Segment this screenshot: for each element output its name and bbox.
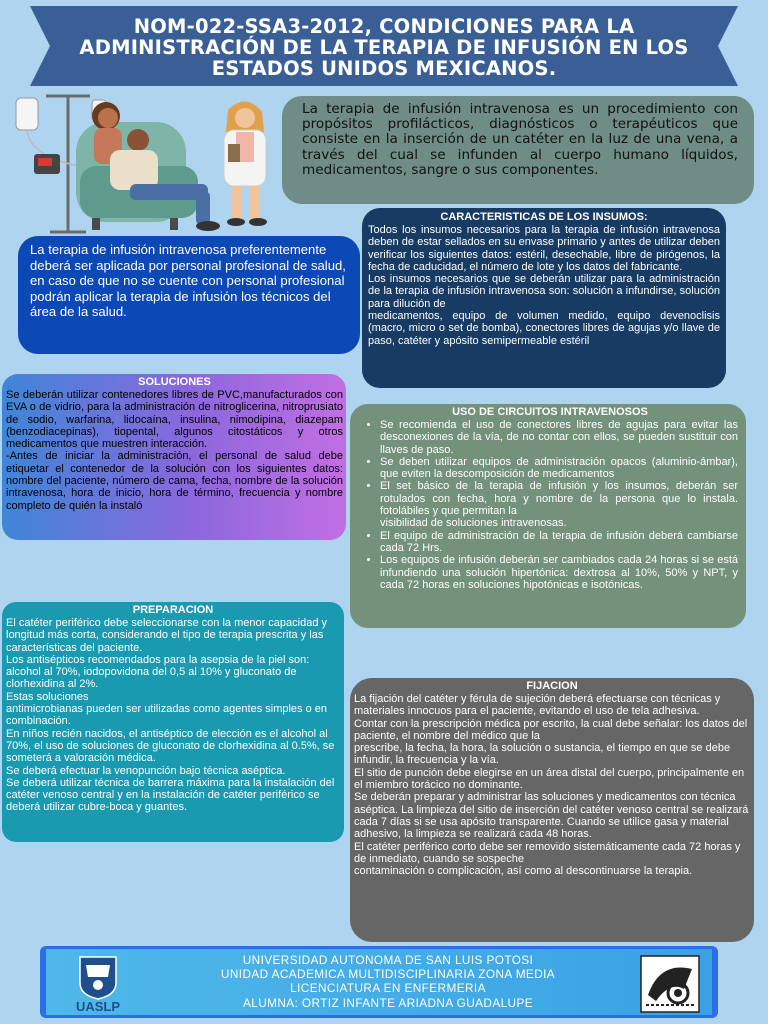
preparacion-box xyxy=(2,602,344,842)
fijacion-paragraph: La fijación del catéter y férula de sujeción deberá efectuarse con técnicas y materiales innocuos para el paciente, evitando el uso de tela adhesiva. xyxy=(354,693,721,718)
footer-university: UNIVERSIDAD AUTONOMA DE SAN LUIS POTOSI xyxy=(242,953,534,967)
preparacion-paragraph: Los antisépticos recomendados para la asepsia de la piel son: alcohol al 70%, iodopovidona del 0,5 al 10% y gluconato de clorhexidina al 2%. xyxy=(6,653,310,691)
footer-student: ALUMNA: ORTIZ INFANTE ARIADNA GUADALUPE xyxy=(242,995,534,1010)
doctor-figure xyxy=(224,101,267,226)
circuitos-heading: USO DE CIRCUITOS INTRAVENOSOS xyxy=(452,406,648,418)
footer xyxy=(40,946,718,1018)
footer-unit: UNIDAD ACADEMICA MULTIDISCIPLINARIA ZONA MEDIA xyxy=(220,967,556,982)
title-banner xyxy=(30,6,738,86)
circuitos-list xyxy=(362,419,738,591)
preparacion-paragraph: Se deberá utilizar técnica de barrera máxima para la instalación del catéter venoso central y en la instalación de catéter periférico se deberá utilizar cubre-boca y guantes. xyxy=(6,776,335,814)
personal-text: La terapia de infusión intravenosa preferentemente deberá ser aplicada por personal profesional de salud, en caso de que no se cuente con personal profesional podrán aplicar la terapia de infusión los técnicos del área de la salud. xyxy=(30,242,346,320)
patient-infusion-illustration xyxy=(10,92,280,234)
preparacion-paragraph: Se deberá efectuar la venopunción bajo técnica aséptica. xyxy=(6,764,286,777)
insumos-heading: CARACTERISTICAS DE LOS INSUMOS: xyxy=(440,211,648,223)
fijacion-paragraph: prescribe, la fecha, la hora, la solución o sustancia, el tiempo en que se debe infundir, la frecuencia y la vía. xyxy=(354,742,731,767)
preparacion-paragraph: antimicrobianas pueden ser utilizadas como agentes simples o en combinación. xyxy=(6,703,328,728)
preparacion-paragraph: El catéter periférico debe seleccionarse con la menor capacidad y longitud más corta, considerando el tipo de terapia prescrita y las características del paciente. xyxy=(6,617,328,654)
preparacion-paragraph: En niños recién nacidos, el antiséptico de elección es el alcohol al 70%, el uso de soluciones de gluconato de clorhexidina al 0.5%, se someterá a valoración médica. xyxy=(6,727,335,765)
soluciones-heading: SOLUCIONES xyxy=(138,376,211,388)
uaslp-logo-icon xyxy=(58,953,138,1013)
fijacion-paragraph: Contar con la prescripción médica por escrito, la cual debe señalar: los datos del paciente, el nombre del médico que la xyxy=(354,717,748,742)
fijacion-heading: FIJACION xyxy=(526,680,578,692)
footer-degree: LICENCIATURA EN ENFERMERIA xyxy=(290,981,486,996)
list-item: • Se deben utilizar equipos de administración opacos (aluminio-ámbar), que eviten la descomposición de medicamentos xyxy=(380,456,738,481)
unit-logo-icon xyxy=(640,955,700,1013)
intro-text: La terapia de infusión intravenosa es un procedimiento con propósitos profilácticos, diagnósticos o terapéuticos que consiste en la inserción de un catéter en la luz de una vena, a través del cual se infunden al cuerpo humano líquidos, medicamentos, sangre o sus componentes. xyxy=(302,101,738,178)
poster-title: NOM-022-SSA3-2012, CONDICIONES PARA LA ADMINISTRACIÓN DE LA TERAPIA DE INFUSIÓN EN LOS ESTADOS UNIDOS MEXICANOS. xyxy=(79,15,689,80)
list-item: • El equipo de administración de la terapia de infusión deberá cambiarse cada 72 Hrs. xyxy=(380,530,738,555)
footer-text xyxy=(156,953,620,1010)
list-item: • Los equipos de infusión deberán ser cambiados cada 24 horas si se está infundiendo una solución hipertónica: dextrosa al 10%, 50% y NPT, y cada 72 horas en soluciones hipotónicas e isotónicas. xyxy=(380,554,738,591)
fijacion-box xyxy=(350,678,754,942)
fijacion-paragraph: El catéter periférico corto debe ser removido sistemáticamente cada 72 horas y de inmediato, cuando se sospeche xyxy=(354,840,741,865)
fijacion-paragraph: contaminación o complicación, así como al descontinuarse la terapia. xyxy=(354,865,693,878)
insumos-paragraph: Todos los insumos necesarios para la terapia de infusión intravenosa deben de estar sellados en su envase primario y antes de utilizar deben verificar los siguientes datos: estéril, desechable, libre de pirógenos, la fecha de caducidad, el número de lote y los datos del fabricante. xyxy=(368,224,720,273)
circuitos-box xyxy=(350,404,746,628)
soluciones-paragraph: -Antes de iniciar la administración, el personal de salud debe etiquetar el contenedor de la solución con los siguientes datos: nombre del paciente, número de cama, fecha, nombre de la solución intravenosa, hora de inicio, hora de término, frecuencia y nombre completo de quién la instaló xyxy=(6,450,343,512)
fijacion-paragraph: El sitio de punción debe elegirse en un área distal del cuerpo, principalmente en el miembro torácico no dominante. xyxy=(354,766,745,792)
insumos-paragraph: Los insumos necesarios que se deberán utilizar para la administración de la terapia de infusión intravenosa son: solución a infundirse, solución para dilución de xyxy=(368,273,720,310)
preparacion-paragraph: Estas soluciones xyxy=(6,690,89,703)
list-item: • El set básico de la terapia de infusión y los insumos, deberán ser rotulados con fecha, hora y nombre de la persona que lo instala. fotolábiles y que permitan la xyxy=(380,480,738,517)
insumos-paragraph: medicamentos, equipo de volumen medido, equipo devenoclisis (macro, micro o set de bomba), conectores libres de agujas y/o llave de paso, catéter y apósito semipermeable estéril xyxy=(368,310,720,347)
personal-box xyxy=(18,236,360,354)
intro-box xyxy=(282,96,754,204)
soluciones-paragraph: Se deberán utilizar contenedores libres de PVC,manufacturados con EVA o de vidrio, para la administración de nitroglicerina, nitroprusiato de sodio, warfarina, lidocaína, insulina, nimodipina, diazepam (benzodiacepinas), tiopental, algunos citostáticos y otros medicamentos que muestren interacción. xyxy=(6,389,343,451)
list-item: • Se recomienda el uso de conectores libres de agujas para evitar las desconexiones de la vía, de no contar con ellos, se pueden sustituir con llaves de paso. xyxy=(380,419,738,456)
soluciones-box xyxy=(2,374,346,540)
preparacion-heading: PREPARACION xyxy=(132,604,214,616)
fijacion-paragraph: Se deberán preparar y administrar las soluciones y medicamentos con técnica aséptica. La limpieza del sitio de inserción del catéter venoso central se realizará cada 7 días si se usa apósito transparente. Cuando se utilice gasa y material adhesivo, la limpieza se realizará cada 48 horas. xyxy=(354,791,749,841)
list-item: visibilidad de soluciones intravenosas. xyxy=(380,517,567,530)
footer-panel xyxy=(46,949,712,1015)
uaslp-logo-text: UASLP xyxy=(75,999,121,1013)
insumos-box xyxy=(362,208,726,388)
